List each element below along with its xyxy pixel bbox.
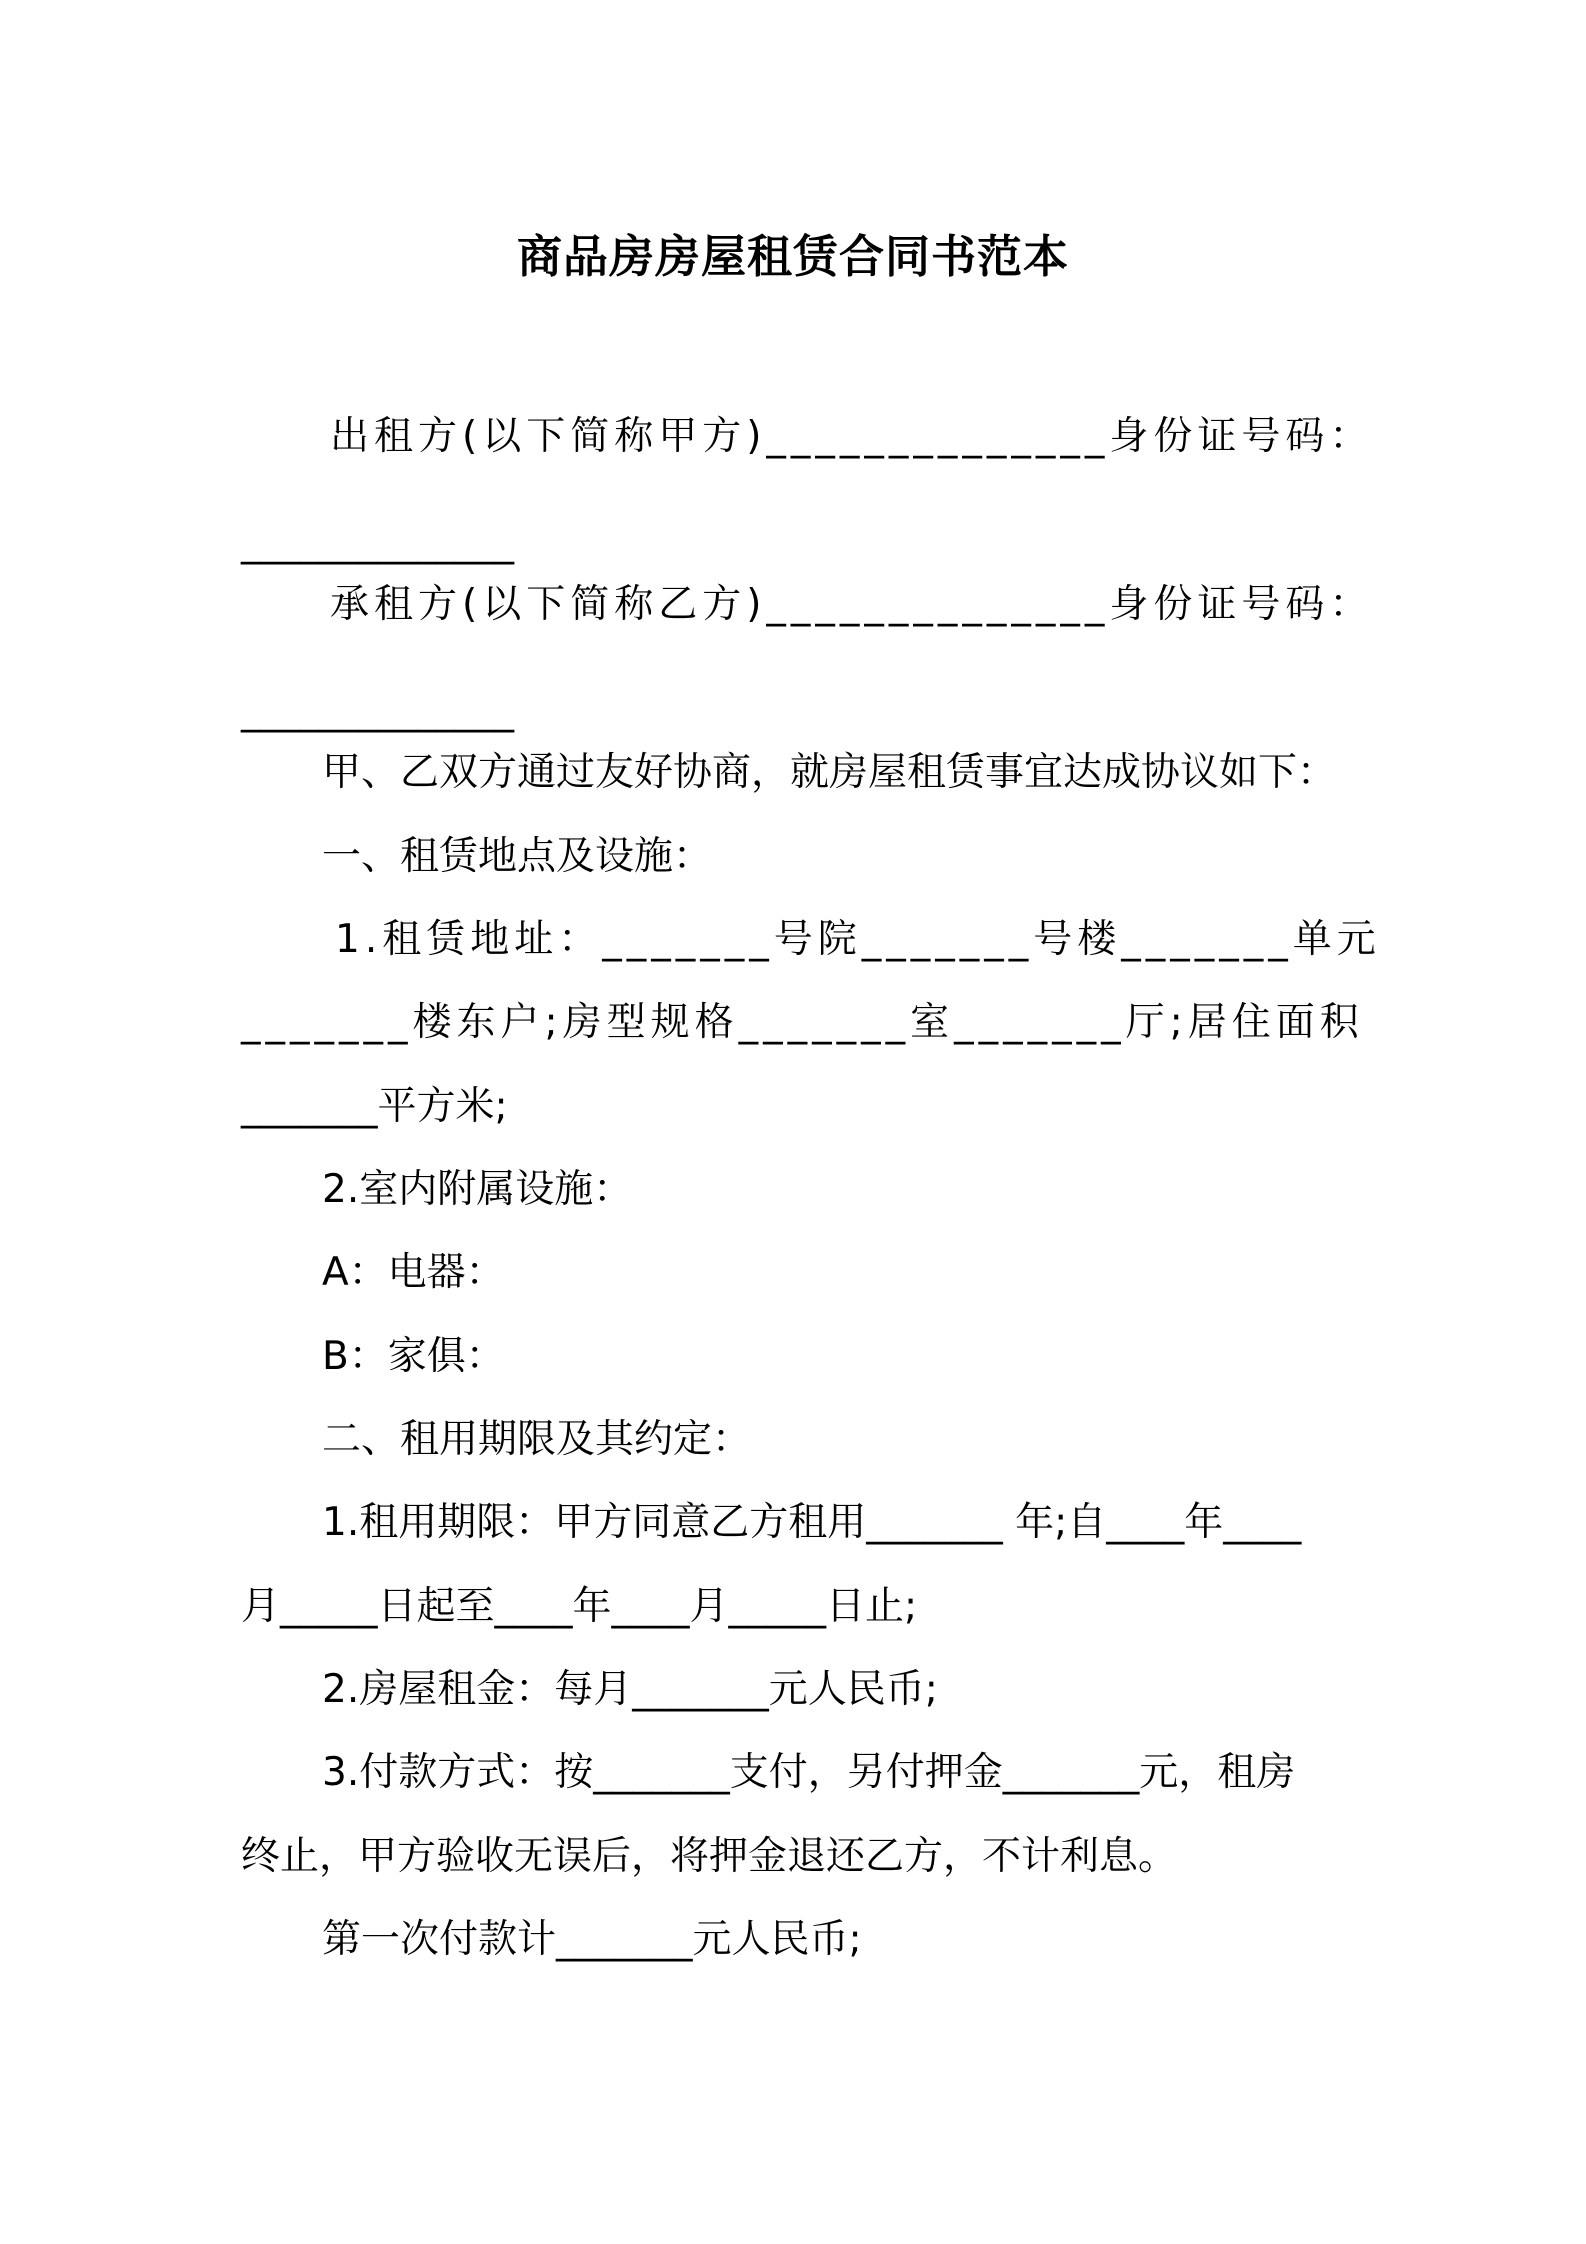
facilities-heading: 2.室内附属设施： (322, 1167, 633, 1212)
rental-address-line-3: _______平方米; (241, 1084, 508, 1129)
rental-address-line-2: _______楼东户;房型规格_______室_______厅;居住面积 (241, 1000, 1364, 1045)
facilities-furniture: B：家俱： (322, 1334, 505, 1379)
first-payment-line: 第一次付款计_______元人民币; (322, 1917, 862, 1962)
lessor-line: 出租方(以下简称甲方)______________身份证号码： (330, 414, 1374, 459)
section-two-heading: 二、租用期限及其约定： (322, 1417, 752, 1462)
facilities-appliances: A：电器： (322, 1250, 505, 1295)
monthly-rent-line: 2.房屋租金：每月_______元人民币; (322, 1667, 938, 1712)
lessee-line: 承租方(以下简称乙方)______________身份证号码： (330, 582, 1374, 627)
agreement-intro: 甲、乙双方通过友好协商，就房屋租赁事宜达成协议如下： (322, 750, 1337, 795)
lease-term-line-2: 月_____日起至____年____月_____日止; (241, 1584, 918, 1629)
payment-method-line-2: 终止，甲方验收无误后，将押金退还乙方，不计利息。 (241, 1834, 1178, 1879)
payment-method-line-1: 3.付款方式：按_______支付，另付押金_______元，租房 (322, 1750, 1296, 1795)
lessor-id-blank: ______________ (241, 520, 514, 565)
section-one-heading: 一、租赁地点及设施： (322, 834, 713, 879)
lease-term-line-1: 1.租用期限：甲方同意乙方租用_______ 年;自____年____ (322, 1500, 1302, 1545)
document-title: 商品房房屋租赁合同书范本 (516, 230, 1069, 283)
rental-address-line-1: 1.租赁地址：_______号院_______号楼_______单元 (335, 917, 1381, 962)
lessee-id-blank: ______________ (241, 688, 514, 733)
